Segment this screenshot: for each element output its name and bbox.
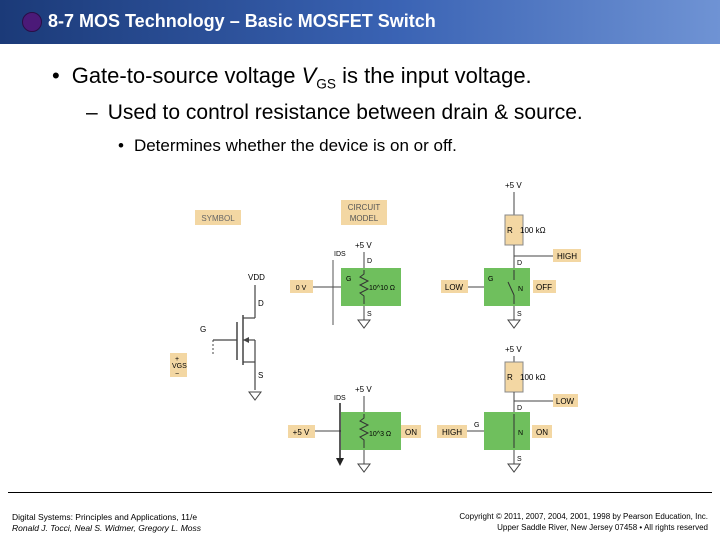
- footer-right: [459, 511, 708, 533]
- on-switch-input: HIGH: [442, 428, 462, 437]
- off-switch-green-box: [484, 268, 530, 306]
- symbol-drain-label: D: [258, 299, 264, 308]
- on-switch-r: R: [507, 373, 513, 382]
- bullet-dot-icon: •: [52, 63, 60, 88]
- off-model-input: 0 V: [295, 285, 307, 292]
- on-model-ground-icon: [358, 464, 370, 472]
- on-switch-output: LOW: [555, 397, 575, 406]
- on-switch-d: D: [517, 405, 523, 412]
- on-switch-g: G: [474, 422, 480, 429]
- off-switch-r: R: [507, 226, 513, 235]
- footer-left: [12, 512, 201, 534]
- bullet-dash-icon: –: [86, 101, 98, 124]
- title-bar: [0, 0, 720, 44]
- off-switch-output: HIGH: [557, 252, 577, 261]
- title-bullet-icon: [22, 12, 42, 32]
- on-switch-n: N: [518, 430, 524, 437]
- symbol-label: SYMBOL: [201, 214, 235, 223]
- bullet-dot-icon: •: [118, 136, 124, 155]
- vdd-label: VDD: [248, 273, 265, 282]
- vgs-minus: −: [175, 371, 180, 378]
- bullet-1-prefix: Gate-to-source voltage: [71, 63, 302, 88]
- symbol-gate-label: G: [200, 325, 207, 334]
- on-model-current-arrow-icon: [336, 458, 344, 466]
- off-switch-d: D: [517, 260, 523, 267]
- off-model-ids: IDS: [334, 251, 346, 258]
- on-model-input: +5 V: [292, 428, 310, 437]
- off-switch-n: N: [518, 286, 524, 293]
- on-switch-state: ON: [536, 428, 548, 437]
- footer-book-title: Digital Systems: Principles and Applications, 11/e: [12, 512, 198, 522]
- on-model-ids: IDS: [334, 395, 346, 402]
- off-model-g: G: [346, 276, 352, 283]
- off-model-s: S: [367, 311, 372, 318]
- bullet-1-suffix: is the input voltage.: [335, 63, 532, 88]
- on-switch-green-box: [484, 412, 530, 450]
- on-switch-ground-icon: [508, 464, 520, 472]
- on-switch-r-value: 100 kΩ: [520, 373, 546, 382]
- mosfet-switch-diagram: [0, 170, 720, 480]
- bullet-1-variable: V: [301, 63, 317, 88]
- footer-authors: Ronald J. Tocci, Neal S. Widmer, Gregory L. Moss: [12, 523, 202, 533]
- off-switch-state: OFF: [536, 283, 552, 292]
- symbol-ground-icon: [249, 392, 261, 400]
- bullet-3: [118, 136, 457, 156]
- substrate-arrow-icon: [243, 337, 249, 343]
- off-switch-s: S: [517, 311, 522, 318]
- off-model-ground-icon: [358, 320, 370, 328]
- vgs-label: VGS: [172, 363, 187, 370]
- off-model-d: D: [367, 258, 373, 265]
- off-switch-input: LOW: [444, 283, 464, 292]
- footer-copyright: Copyright © 2011, 2007, 2004, 2001, 1998 by Pearson Education, Inc.: [459, 512, 708, 521]
- bullet-2: [86, 101, 583, 125]
- circuit-model-label-line2: MODEL: [349, 214, 379, 223]
- bullet-2-text: Used to control resistance between drain & source.: [107, 101, 583, 124]
- circuit-model-label-line1: CIRCUIT: [347, 203, 381, 212]
- off-model-supply: +5 V: [355, 241, 372, 250]
- on-model-state: ON: [405, 428, 417, 437]
- on-switch-s: S: [517, 456, 522, 463]
- footer-publisher: Upper Saddle River, New Jersey 07458 • All rights reserved: [497, 523, 708, 532]
- off-model-resistance: 10^10 Ω: [369, 285, 396, 292]
- off-switch-g: G: [488, 276, 494, 283]
- bullet-3-text: Determines whether the device is on or off.: [133, 136, 457, 155]
- slide-title: 8-7 MOS Technology – Basic MOSFET Switch: [48, 11, 436, 31]
- off-switch-r-value: 100 kΩ: [520, 226, 546, 235]
- vgs-plus: +: [175, 356, 180, 363]
- on-model-resistance: 10^3 Ω: [369, 431, 392, 438]
- bullet-1: [52, 63, 532, 91]
- off-switch-supply: +5 V: [505, 181, 522, 190]
- symbol-source-label: S: [258, 371, 264, 380]
- off-switch-ground-icon: [508, 320, 520, 328]
- on-switch-supply: +5 V: [505, 345, 522, 354]
- bullet-1-subscript: GS: [316, 76, 336, 92]
- footer-divider: [8, 492, 712, 493]
- on-model-supply: +5 V: [355, 385, 372, 394]
